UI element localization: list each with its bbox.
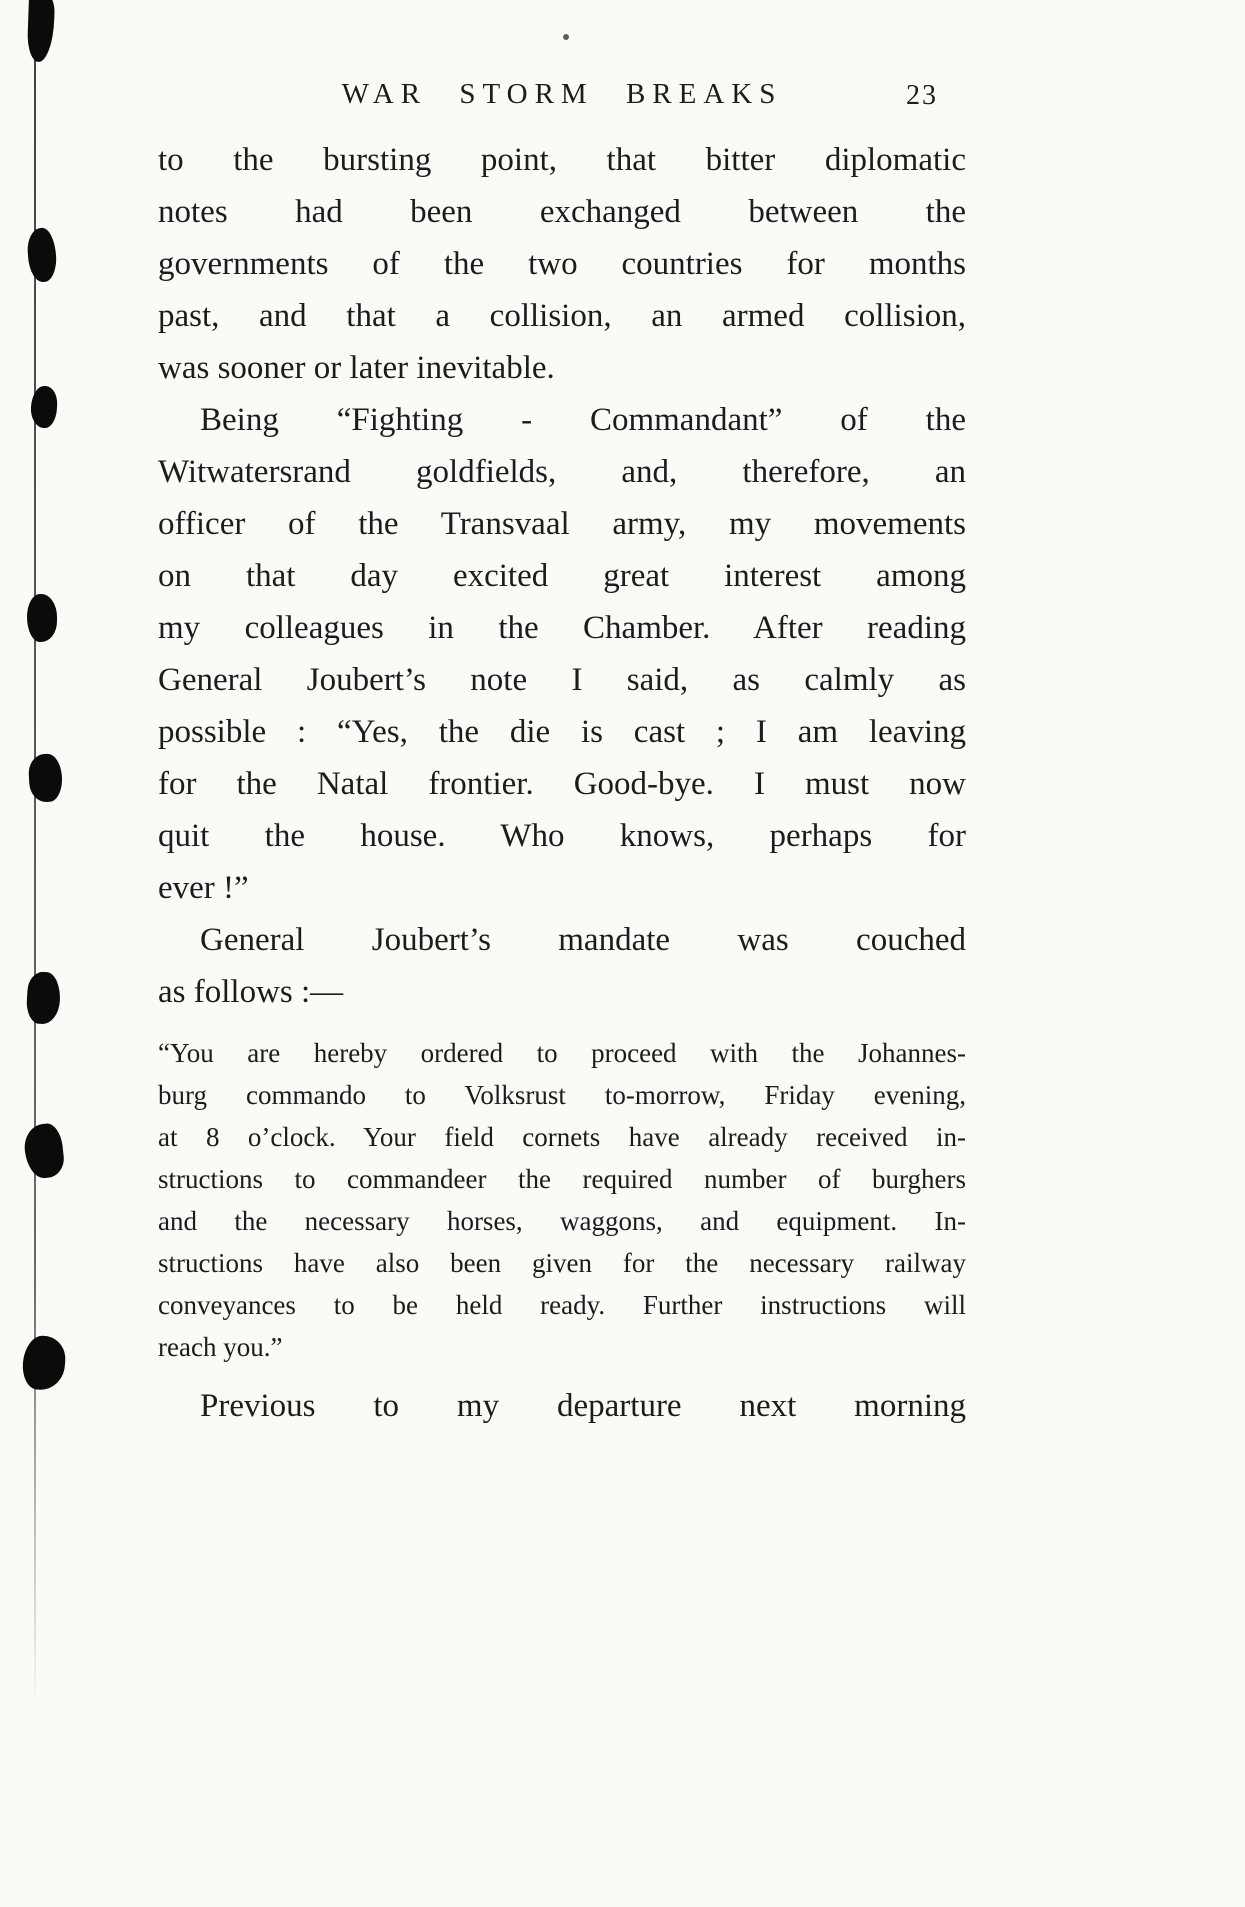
- text-line: General Joubert’s mandate was couched: [200, 922, 966, 958]
- blockquote-mandate: [158, 1032, 966, 1368]
- paragraph-mandate-intro: [158, 914, 966, 1018]
- ink-blot: [21, 1334, 68, 1391]
- text-line: past, and that a collision, an armed collision,: [158, 298, 966, 334]
- paragraph-departure: [158, 1380, 966, 1432]
- text-line: officer of the Transvaal army, my movements: [158, 506, 966, 542]
- text-line: General Joubert’s note I said, as calmly as: [158, 662, 966, 698]
- text-line: to the bursting point, that bitter diplomatic: [158, 142, 966, 178]
- page-number: 23: [906, 80, 938, 111]
- ink-blot: [22, 1122, 65, 1180]
- ink-speck: [563, 34, 569, 40]
- text-line: Previous to my departure next morning: [200, 1388, 966, 1424]
- paragraph-commandant: [158, 394, 966, 914]
- text-line: was sooner or later inevitable.: [158, 350, 555, 386]
- running-title: WAR STORM BREAKS: [341, 78, 783, 110]
- text-line: and the necessary horses, waggons, and equipment. In-: [158, 1206, 966, 1236]
- ink-blot: [27, 0, 55, 62]
- text-line: quit the house. Who knows, perhaps for: [158, 818, 966, 854]
- text-line: conveyances to be held ready. Further instructions will: [158, 1290, 966, 1320]
- text-line: on that day excited great interest among: [158, 558, 966, 594]
- text-line: as follows :—: [158, 974, 344, 1010]
- text-line: possible : “Yes, the die is cast ; I am leaving: [158, 714, 966, 750]
- text-line: Being “Fighting - Commandant” of the: [200, 402, 966, 438]
- text-line: notes had been exchanged between the: [158, 194, 966, 230]
- text-line: ever !”: [158, 870, 249, 906]
- text-line: at 8 o’clock. Your field cornets have already received in-: [158, 1122, 966, 1152]
- text-line: structions have also been given for the necessary railway: [158, 1248, 966, 1278]
- text-line: burg commando to Volksrust to-morrow, Friday evening,: [158, 1080, 966, 1110]
- text-line: Witwatersrand goldfields, and, therefore, an: [158, 454, 966, 490]
- ink-blot: [30, 385, 58, 428]
- text-line: my colleagues in the Chamber. After reading: [158, 610, 966, 646]
- ink-blot: [27, 594, 57, 642]
- paragraph-continuation: [158, 134, 966, 394]
- text-column: [158, 76, 966, 1432]
- ink-blot: [25, 971, 62, 1025]
- ink-blot: [26, 227, 58, 283]
- text-line: reach you.”: [158, 1332, 283, 1362]
- text-line: governments of the two countries for months: [158, 246, 966, 282]
- text-line: structions to commandeer the required number of burghers: [158, 1164, 966, 1194]
- ink-blot: [28, 753, 63, 803]
- text-line: for the Natal frontier. Good-bye. I must now: [158, 766, 966, 802]
- page-header: [158, 76, 966, 120]
- text-line: “You are hereby ordered to proceed with the Johannes-: [158, 1038, 966, 1068]
